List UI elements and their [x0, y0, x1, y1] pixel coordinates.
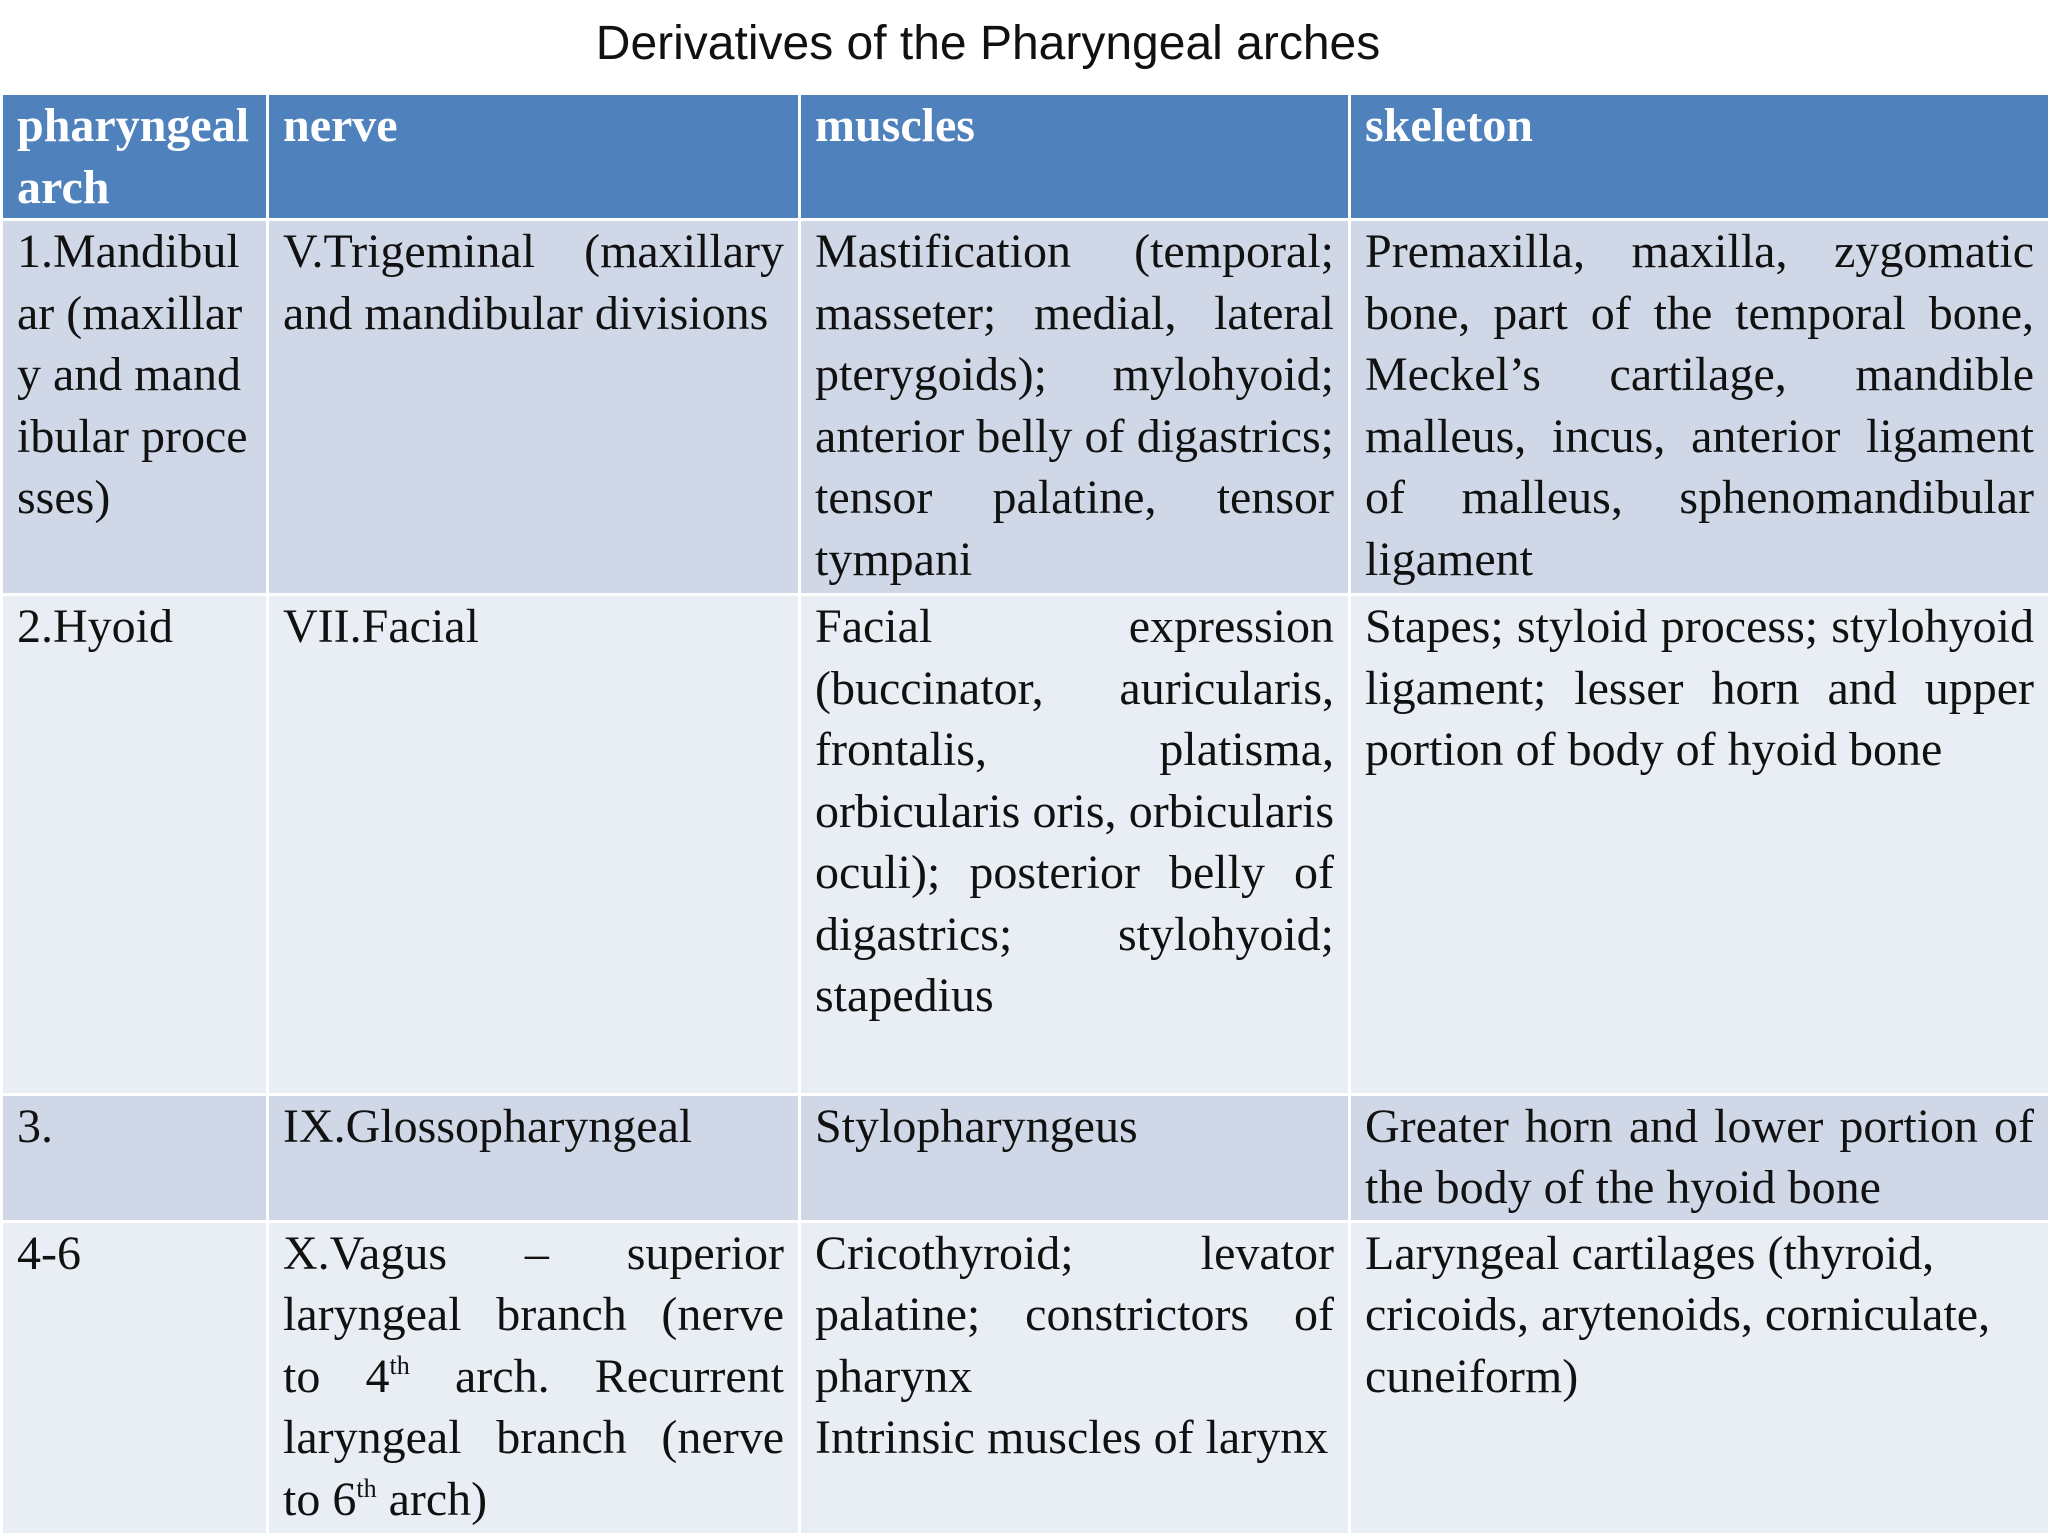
muscles-line-2: Intrinsic muscles of larynx	[815, 1411, 1329, 1465]
derivatives-table	[0, 92, 2048, 1536]
cell-nerve: V.Trigeminal (maxillary and mandibular divisions	[268, 220, 800, 595]
table-header-row	[2, 94, 2048, 220]
header-muscles: muscles	[800, 94, 1350, 220]
header-nerve: nerve	[268, 94, 800, 220]
cell-skeleton: Premaxilla, maxilla, zygomatic bone, part of the temporal bone, Meckel’s cartilage, mandible malleus, incus, anterior ligament of malleus, sphenomandibular ligament	[1350, 220, 2048, 595]
nerve-text-b: arch. Recurrent laryngeal branch (nerve to 6	[283, 1349, 785, 1526]
cell-nerve	[268, 1221, 800, 1534]
cell-muscles	[800, 1221, 1350, 1534]
nerve-text-a: X.Vagus – superior laryngeal branch (nerve to 4	[283, 1226, 784, 1403]
cell-muscles: Mastification (temporal; masseter; medial, lateral pterygoids); mylohyoid; anterior belly of digastrics; tensor palatine, tensor tympani	[800, 220, 1350, 595]
cell-nerve: VII.Facial	[268, 595, 800, 1094]
nerve-text-c: arch)	[376, 1472, 488, 1526]
table-row	[2, 220, 2048, 595]
cell-muscles: Stylopharyngeus	[800, 1094, 1350, 1221]
cell-arch: 1.Mandibular (maxillary and mandibular processes)	[2, 220, 268, 595]
slide-title: Derivatives of the Pharyngeal arches	[595, 17, 1381, 70]
ordinal-superscript: th	[389, 1350, 410, 1380]
cell-arch: 2.Hyoid	[2, 595, 268, 1094]
ordinal-superscript: th	[356, 1473, 377, 1503]
table-row	[2, 595, 2048, 1094]
cell-skeleton: Stapes; styloid process; stylohyoid ligament; lesser horn and upper portion of body of hyoid bone	[1350, 595, 2048, 1094]
table-row	[2, 1221, 2048, 1534]
cell-arch: 3.	[2, 1094, 268, 1221]
cell-skeleton: Laryngeal cartilages (thyroid, cricoids, arytenoids, corniculate, cuneiform)	[1350, 1221, 2048, 1534]
muscles-line-1: Cricothyroid; levator palatine; constrictors of pharynx	[815, 1226, 1334, 1403]
table-row	[2, 1094, 2048, 1221]
cell-nerve: IX.Glossopharyngeal	[268, 1094, 800, 1221]
cell-arch: 4-6	[2, 1221, 268, 1534]
header-pharyngeal-arch: pharyngeal arch	[2, 94, 268, 220]
cell-muscles: Facial expression (buccinator, auricularis, frontalis, platisma, orbicularis oris, orbicularis oculi); posterior belly of digastrics; stylohyoid; stapedius	[800, 595, 1350, 1094]
cell-skeleton: Greater horn and lower portion of the body of the hyoid bone	[1350, 1094, 2048, 1221]
header-skeleton: skeleton	[1350, 94, 2048, 220]
